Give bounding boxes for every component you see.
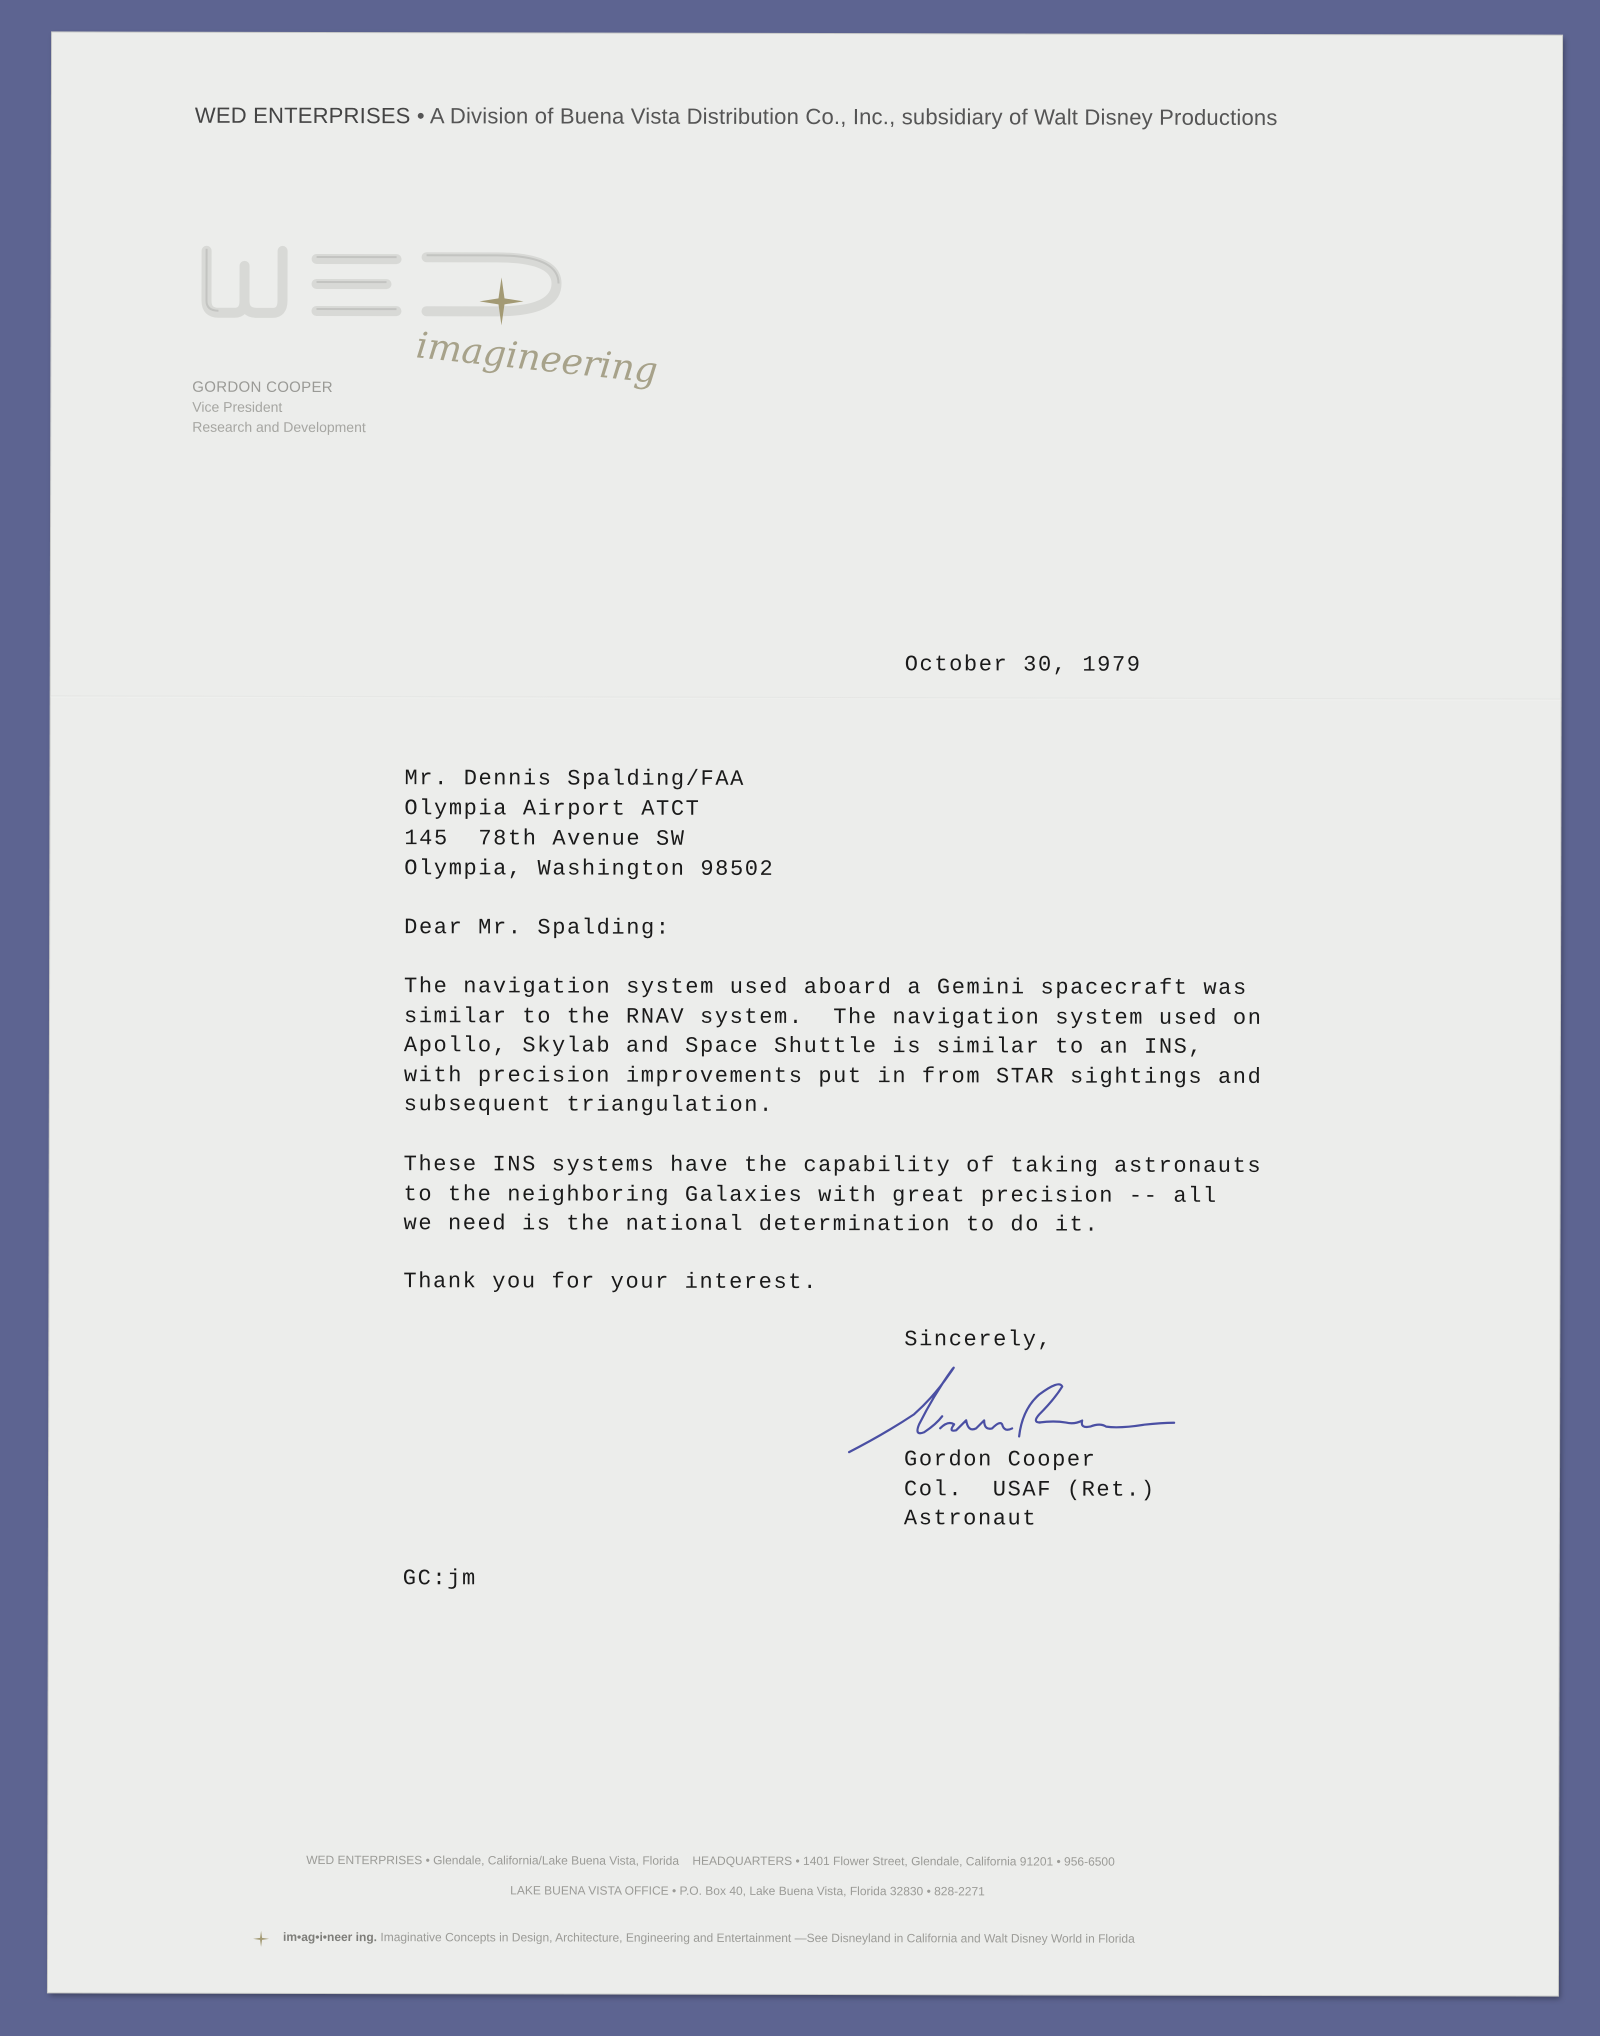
address-line: Olympia, Washington 98502 (404, 856, 775, 882)
signer-rank: Col. USAF (Ret.) (903, 1476, 1156, 1503)
paragraph-line: similar to the RNAV system. The navigation system used on (403, 1003, 1263, 1031)
letterhead-text: • A Division of Buena Vista Distribution Co., Inc., subsidiary of Walt Disney Productions (416, 103, 1278, 130)
imagineering-script: imagineering (414, 325, 660, 392)
body-paragraph-1 (404, 972, 1263, 1121)
paragraph-line: with precision improvements put in from STAR sightings and (403, 1062, 1263, 1090)
signature-block (904, 1445, 1156, 1534)
footer-term: im•ag•i•neer ing. (283, 1929, 378, 1945)
paragraph-line: The navigation system used aboard a Gemini spacecraft was (404, 974, 1248, 1001)
recipient-address (404, 764, 774, 885)
letterhead (195, 103, 1278, 131)
typist-initials: GC:jm (402, 1566, 477, 1592)
paragraph-line: we need is the national determination to do it. (403, 1211, 1100, 1238)
paragraph-line: to the neighboring Galaxies with great precision -- all (403, 1181, 1218, 1209)
address-line: 145 78th Avenue SW (404, 826, 686, 852)
paragraph-line: These INS systems have the capability of taking astronauts (403, 1152, 1263, 1179)
paragraph-line: Apollo, Skylab and Space Shuttle is similar to an INS, (403, 1033, 1204, 1060)
footer-line-3 (283, 1930, 1135, 1946)
letter-date: October 30, 1979 (904, 652, 1142, 678)
closing: Sincerely, (904, 1327, 1053, 1353)
letterhead-org: WED ENTERPRISES (194, 102, 411, 129)
wed-logo (196, 221, 616, 342)
sparkle-icon (253, 1931, 269, 1952)
executive-department: Research and Development (192, 418, 366, 436)
paper-fold (51, 695, 1561, 700)
sparkle-icon (479, 277, 523, 325)
address-line: Mr. Dennis Spalding/FAA (404, 766, 745, 792)
signer-title: Astronaut (903, 1506, 1038, 1532)
salutation: Dear Mr. Spalding: (404, 915, 671, 941)
executive-name: GORDON COOPER (192, 378, 333, 397)
signer-name: Gordon Cooper (904, 1447, 1097, 1473)
signature-graphic (844, 1324, 1184, 1465)
paragraph-line: subsequent triangulation. (403, 1092, 774, 1118)
address-line: Olympia Airport ATCT (404, 796, 701, 822)
footer-line-2: LAKE BUENA VISTA OFFICE • P.O. Box 40, Lake Buena Vista, Florida 32830 • 828-2271 (510, 1883, 985, 1899)
executive-title: Vice President (192, 398, 283, 415)
thanks-line: Thank you for your interest. (403, 1269, 818, 1296)
letter-page (48, 32, 1562, 1995)
footer-line-1: WED ENTERPRISES • Glendale, California/Lake Buena Vista, Florida HEADQUARTERS • 1401 Flower Street, Glendale, California 91201 • 956-6500 (306, 1852, 1115, 1869)
footer-tagline: Imaginative Concepts in Design, Architecture, Engineering and Entertainment —See Disneyland in California and Walt Disney World in Florida (380, 1930, 1135, 1946)
wed-logo-graphic (196, 221, 616, 342)
body-paragraph-2 (404, 1150, 1263, 1240)
